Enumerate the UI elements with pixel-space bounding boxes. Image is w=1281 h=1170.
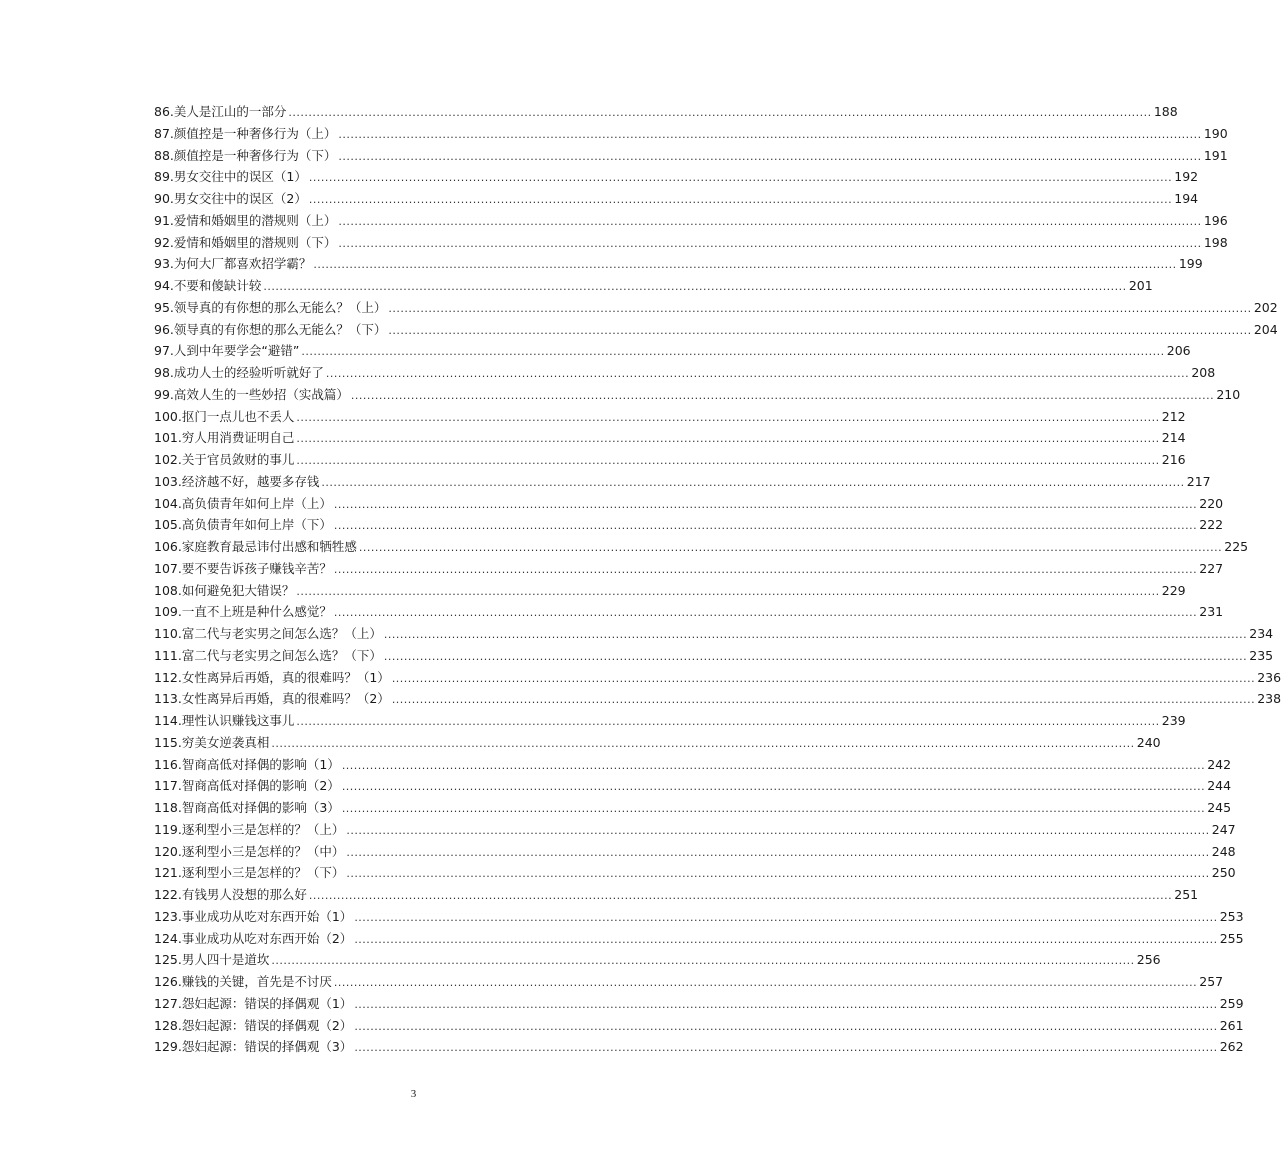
toc-entry-title: 为何大厂都喜欢招学霸？ xyxy=(173,256,312,272)
toc-entry-title: 经济越不好，越要多存钱 xyxy=(181,473,320,489)
toc-entry-page: 225 xyxy=(1224,539,1249,554)
toc-entry-title: 智商高低对择偶的影响（1） xyxy=(181,756,340,772)
toc-entry[interactable] xyxy=(154,406,1186,428)
toc-entry-page: 262 xyxy=(1219,1039,1244,1055)
toc-entry[interactable] xyxy=(154,601,1224,623)
toc-entry[interactable] xyxy=(154,253,1203,275)
toc-entry[interactable] xyxy=(154,536,1249,558)
dot-leader xyxy=(288,102,1151,124)
toc-entry-page: 216 xyxy=(1161,452,1186,467)
toc-entry-page: 231 xyxy=(1199,604,1224,620)
toc-entry-title: 富二代与老实男之间怎么选？（上） xyxy=(181,626,382,641)
toc-entry[interactable] xyxy=(154,623,1274,645)
toc-entry-page: 248 xyxy=(1211,843,1236,859)
dot-leader xyxy=(263,276,1126,298)
dot-leader xyxy=(334,515,1197,537)
toc-entry-title: 理性认识赚钱这事儿 xyxy=(181,713,295,728)
toc-entry-title: 智商高低对择偶的影响（2） xyxy=(181,778,340,794)
toc-entry[interactable] xyxy=(154,775,1232,797)
dot-leader xyxy=(296,428,1159,450)
toc-entry-number: 107. xyxy=(154,560,182,576)
toc-entry-number: 115. xyxy=(154,734,182,750)
toc-entry-page: 234 xyxy=(1249,626,1274,641)
table-of-contents xyxy=(154,101,1281,1058)
toc-entry-number: 98. xyxy=(154,365,174,380)
toc-entry-number: 119. xyxy=(154,821,182,837)
toc-entry-page: 247 xyxy=(1211,821,1236,837)
toc-entry-title: 人到中年要学会“避错” xyxy=(173,343,300,359)
toc-entry-title: 穷人用消费证明自己 xyxy=(181,430,295,446)
toc-entry-title: 领导真的有你想的那么无能么？（下） xyxy=(173,321,387,337)
toc-entry-page: 239 xyxy=(1161,713,1186,728)
toc-entry-title: 不要和傻缺计较 xyxy=(173,278,262,293)
toc-entry[interactable] xyxy=(154,819,1236,841)
dot-leader xyxy=(296,407,1159,429)
toc-entry-page: 257 xyxy=(1199,974,1224,989)
dot-leader xyxy=(296,581,1159,603)
toc-entry[interactable] xyxy=(154,101,1178,123)
toc-entry-title: 女性离异后再婚，真的很难吗？（1） xyxy=(181,669,390,685)
toc-entry-page: 255 xyxy=(1219,930,1244,946)
toc-entry-page: 251 xyxy=(1174,887,1199,902)
dot-leader xyxy=(342,798,1205,820)
toc-entry-page: 256 xyxy=(1136,952,1161,968)
toc-entry-number: 116. xyxy=(154,756,182,772)
toc-entry-title: 颜值控是一种奢侈行为（下） xyxy=(173,147,337,163)
toc-entry[interactable] xyxy=(154,384,1241,406)
toc-entry[interactable] xyxy=(154,732,1161,754)
dot-leader xyxy=(338,211,1201,233)
toc-entry-page: 201 xyxy=(1128,278,1153,293)
toc-entry-title: 爱情和婚姻里的潜规则（上） xyxy=(173,212,337,228)
toc-entry-title: 如何避免犯大错误？ xyxy=(181,582,295,598)
toc-entry[interactable] xyxy=(154,993,1244,1015)
toc-entry[interactable] xyxy=(154,210,1228,232)
dot-leader xyxy=(346,842,1209,864)
toc-entry[interactable] xyxy=(154,645,1274,667)
toc-entry-title: 成功人士的经验听听就好了 xyxy=(173,365,324,380)
toc-entry-title: 美人是江山的一部分 xyxy=(173,104,287,119)
toc-entry-number: 123. xyxy=(154,908,182,924)
dot-leader xyxy=(301,341,1164,363)
toc-entry-page: 206 xyxy=(1166,343,1191,359)
dot-leader xyxy=(334,494,1197,516)
dot-leader xyxy=(326,363,1189,385)
dot-leader xyxy=(313,254,1176,276)
toc-entry-number: 102. xyxy=(154,452,182,467)
toc-entry[interactable] xyxy=(154,1036,1244,1058)
toc-entry-page: 238 xyxy=(1257,691,1281,707)
toc-entry-title: 爱情和婚姻里的潜规则（下） xyxy=(173,234,337,250)
toc-entry[interactable] xyxy=(154,427,1186,449)
dot-leader xyxy=(384,624,1247,646)
dot-leader xyxy=(321,472,1184,494)
toc-entry[interactable] xyxy=(154,232,1228,254)
dot-leader xyxy=(354,1037,1217,1059)
dot-leader xyxy=(392,689,1255,711)
toc-entry-page: 191 xyxy=(1203,147,1228,163)
dot-leader xyxy=(354,929,1217,951)
toc-entry[interactable] xyxy=(154,188,1199,210)
toc-entry-number: 97. xyxy=(154,343,174,359)
toc-entry-page: 196 xyxy=(1203,212,1228,228)
dot-leader xyxy=(342,776,1205,798)
toc-entry-number: 105. xyxy=(154,517,182,533)
toc-entry-title: 怨妇起源：错误的择偶观（3） xyxy=(181,1039,353,1055)
toc-entry-number: 122. xyxy=(154,887,182,902)
toc-entry-title: 抠门一点儿也不丢人 xyxy=(181,408,295,424)
toc-entry[interactable] xyxy=(154,340,1191,362)
toc-entry-title: 逐利型小三是怎样的？（上） xyxy=(181,821,345,837)
toc-entry[interactable] xyxy=(154,884,1199,906)
dot-leader xyxy=(346,820,1209,842)
toc-entry-page: 204 xyxy=(1253,321,1278,337)
dot-leader xyxy=(334,972,1197,994)
toc-entry-number: 99. xyxy=(154,386,174,402)
toc-entry-title: 怨妇起源：错误的择偶观（1） xyxy=(181,995,353,1011)
toc-entry[interactable] xyxy=(154,841,1236,863)
toc-entry[interactable] xyxy=(154,580,1186,602)
toc-entry-title: 关于官员敛财的事儿 xyxy=(181,452,295,467)
toc-entry[interactable] xyxy=(154,449,1186,471)
toc-entry-number: 110. xyxy=(154,626,182,641)
toc-entry-number: 96. xyxy=(154,321,174,337)
toc-entry-title: 有钱男人没想的那么好 xyxy=(181,887,307,902)
dot-leader xyxy=(354,994,1217,1016)
toc-entry-number: 127. xyxy=(154,995,182,1011)
dot-leader xyxy=(271,950,1134,972)
toc-entry-title: 要不要告诉孩子赚钱辛苦？ xyxy=(181,560,332,576)
toc-entry-page: 222 xyxy=(1199,517,1224,533)
toc-entry-number: 88. xyxy=(154,147,174,163)
dot-leader xyxy=(334,559,1197,581)
dot-leader xyxy=(309,167,1172,189)
toc-entry-title: 女性离异后再婚，真的很难吗？（2） xyxy=(181,691,390,707)
toc-entry-page: 188 xyxy=(1153,104,1178,119)
toc-entry[interactable] xyxy=(154,667,1281,689)
toc-entry-page: 208 xyxy=(1191,365,1216,380)
toc-entry-page: 198 xyxy=(1203,234,1228,250)
toc-entry-number: 94. xyxy=(154,278,174,293)
toc-entry-title: 逐利型小三是怎样的？（下） xyxy=(181,865,345,881)
toc-entry-title: 家庭教育最忌讳付出感和牺牲感 xyxy=(181,539,357,554)
toc-entry-number: 121. xyxy=(154,865,182,881)
toc-entry-page: 229 xyxy=(1161,582,1186,598)
toc-entry-number: 120. xyxy=(154,843,182,859)
toc-entry[interactable] xyxy=(154,862,1236,884)
dot-leader xyxy=(342,755,1205,777)
dot-leader xyxy=(309,189,1172,211)
toc-entry-title: 高负债青年如何上岸（下） xyxy=(181,517,332,533)
toc-entry-number: 117. xyxy=(154,778,182,794)
toc-entry-title: 智商高低对择偶的影响（3） xyxy=(181,800,340,815)
toc-entry-title: 高效人生的一些妙招（实战篇） xyxy=(173,386,349,402)
toc-entry[interactable] xyxy=(154,754,1232,776)
toc-entry[interactable] xyxy=(154,362,1216,384)
toc-entry-page: 220 xyxy=(1199,495,1224,511)
toc-entry[interactable] xyxy=(154,275,1153,297)
dot-leader xyxy=(271,733,1134,755)
toc-entry[interactable] xyxy=(154,319,1278,341)
toc-entry[interactable] xyxy=(154,688,1281,710)
toc-entry[interactable] xyxy=(154,971,1224,993)
toc-entry-number: 100. xyxy=(154,408,182,424)
toc-entry[interactable] xyxy=(154,710,1186,732)
toc-entry[interactable] xyxy=(154,471,1211,493)
toc-entry-number: 95. xyxy=(154,299,174,315)
toc-entry-page: 235 xyxy=(1249,647,1274,663)
toc-entry-title: 颜值控是一种奢侈行为（上） xyxy=(173,125,337,141)
toc-entry[interactable] xyxy=(154,558,1224,580)
toc-entry-number: 108. xyxy=(154,582,182,598)
dot-leader xyxy=(388,320,1251,342)
toc-entry-number: 112. xyxy=(154,669,182,685)
toc-entry-number: 101. xyxy=(154,430,182,446)
dot-leader xyxy=(334,602,1197,624)
toc-entry-number: 91. xyxy=(154,212,174,228)
dot-leader xyxy=(388,298,1251,320)
toc-entry-number: 111. xyxy=(154,647,182,663)
dot-leader xyxy=(309,885,1172,907)
toc-entry-title: 一直不上班是种什么感觉？ xyxy=(181,604,332,620)
toc-entry-page: 242 xyxy=(1207,756,1232,772)
toc-entry-number: 87. xyxy=(154,125,174,141)
dot-leader xyxy=(346,863,1209,885)
toc-entry-number: 109. xyxy=(154,604,182,620)
dot-leader xyxy=(296,711,1159,733)
dot-leader xyxy=(338,124,1201,146)
toc-entry-page: 202 xyxy=(1253,299,1278,315)
toc-entry-number: 92. xyxy=(154,234,174,250)
dot-leader xyxy=(392,668,1255,690)
toc-entry-page: 210 xyxy=(1216,386,1241,402)
toc-entry-title: 领导真的有你想的那么无能么？（上） xyxy=(173,299,387,315)
toc-entry[interactable] xyxy=(154,123,1228,145)
toc-entry-page: 261 xyxy=(1219,1017,1244,1033)
toc-entry-page: 214 xyxy=(1161,430,1186,446)
toc-entry-page: 192 xyxy=(1174,169,1199,185)
toc-entry-page: 212 xyxy=(1161,408,1186,424)
toc-entry-page: 240 xyxy=(1136,734,1161,750)
toc-entry-number: 104. xyxy=(154,495,182,511)
toc-entry-title: 事业成功从吃对东西开始（2） xyxy=(181,930,353,946)
dot-leader xyxy=(359,537,1222,559)
dot-leader xyxy=(354,1016,1217,1038)
toc-entry-number: 93. xyxy=(154,256,174,272)
toc-entry[interactable] xyxy=(154,1015,1244,1037)
toc-entry-number: 113. xyxy=(154,691,182,707)
toc-entry-page: 190 xyxy=(1203,125,1228,141)
toc-entry-number: 128. xyxy=(154,1017,182,1033)
toc-entry-number: 124. xyxy=(154,930,182,946)
toc-entry-title: 逐利型小三是怎样的？（中） xyxy=(181,843,345,859)
toc-entry-page: 199 xyxy=(1178,256,1203,272)
toc-entry-page: 194 xyxy=(1174,191,1199,206)
toc-entry-page: 236 xyxy=(1257,669,1281,685)
toc-entry-title: 富二代与老实男之间怎么选？（下） xyxy=(181,647,382,663)
toc-entry[interactable] xyxy=(154,906,1244,928)
toc-entry-number: 106. xyxy=(154,539,182,554)
toc-entry-title: 男人四十是道坎 xyxy=(181,952,270,968)
toc-entry-title: 穷美女逆袭真相 xyxy=(181,734,270,750)
toc-entry-number: 125. xyxy=(154,952,182,968)
toc-entry-page: 245 xyxy=(1207,800,1232,815)
dot-leader xyxy=(338,146,1201,168)
toc-entry[interactable] xyxy=(154,949,1161,971)
toc-entry-title: 赚钱的关键，首先是不讨厌 xyxy=(181,974,332,989)
toc-entry-number: 103. xyxy=(154,473,182,489)
toc-entry-number: 86. xyxy=(154,104,174,119)
toc-entry-page: 244 xyxy=(1207,778,1232,794)
toc-entry-page: 253 xyxy=(1219,908,1244,924)
toc-entry-page: 259 xyxy=(1219,995,1244,1011)
toc-entry-title: 怨妇起源：错误的择偶观（2） xyxy=(181,1017,353,1033)
toc-entry-number: 126. xyxy=(154,974,182,989)
toc-entry[interactable] xyxy=(154,493,1224,515)
dot-leader xyxy=(384,646,1247,668)
toc-entry-page: 227 xyxy=(1199,560,1224,576)
toc-entry-number: 90. xyxy=(154,191,174,206)
toc-entry[interactable] xyxy=(154,297,1278,319)
toc-entry[interactable] xyxy=(154,797,1232,819)
dot-leader xyxy=(351,385,1214,407)
toc-entry[interactable] xyxy=(154,928,1244,950)
page-number: 3 xyxy=(410,1088,417,1100)
toc-entry[interactable] xyxy=(154,166,1199,188)
toc-entry-title: 事业成功从吃对东西开始（1） xyxy=(181,908,353,924)
toc-entry[interactable] xyxy=(154,145,1228,167)
toc-entry-number: 118. xyxy=(154,800,182,815)
toc-entry-number: 129. xyxy=(154,1039,182,1055)
toc-entry-number: 114. xyxy=(154,713,182,728)
toc-entry-title: 男女交往中的误区（1） xyxy=(173,169,307,185)
toc-entry-page: 250 xyxy=(1211,865,1236,881)
toc-entry-title: 男女交往中的误区（2） xyxy=(173,191,307,206)
dot-leader xyxy=(338,233,1201,255)
dot-leader xyxy=(354,907,1217,929)
toc-entry-title: 高负债青年如何上岸（上） xyxy=(181,495,332,511)
dot-leader xyxy=(296,450,1159,472)
toc-entry-number: 89. xyxy=(154,169,174,185)
toc-entry[interactable] xyxy=(154,514,1224,536)
toc-entry-page: 217 xyxy=(1186,473,1211,489)
